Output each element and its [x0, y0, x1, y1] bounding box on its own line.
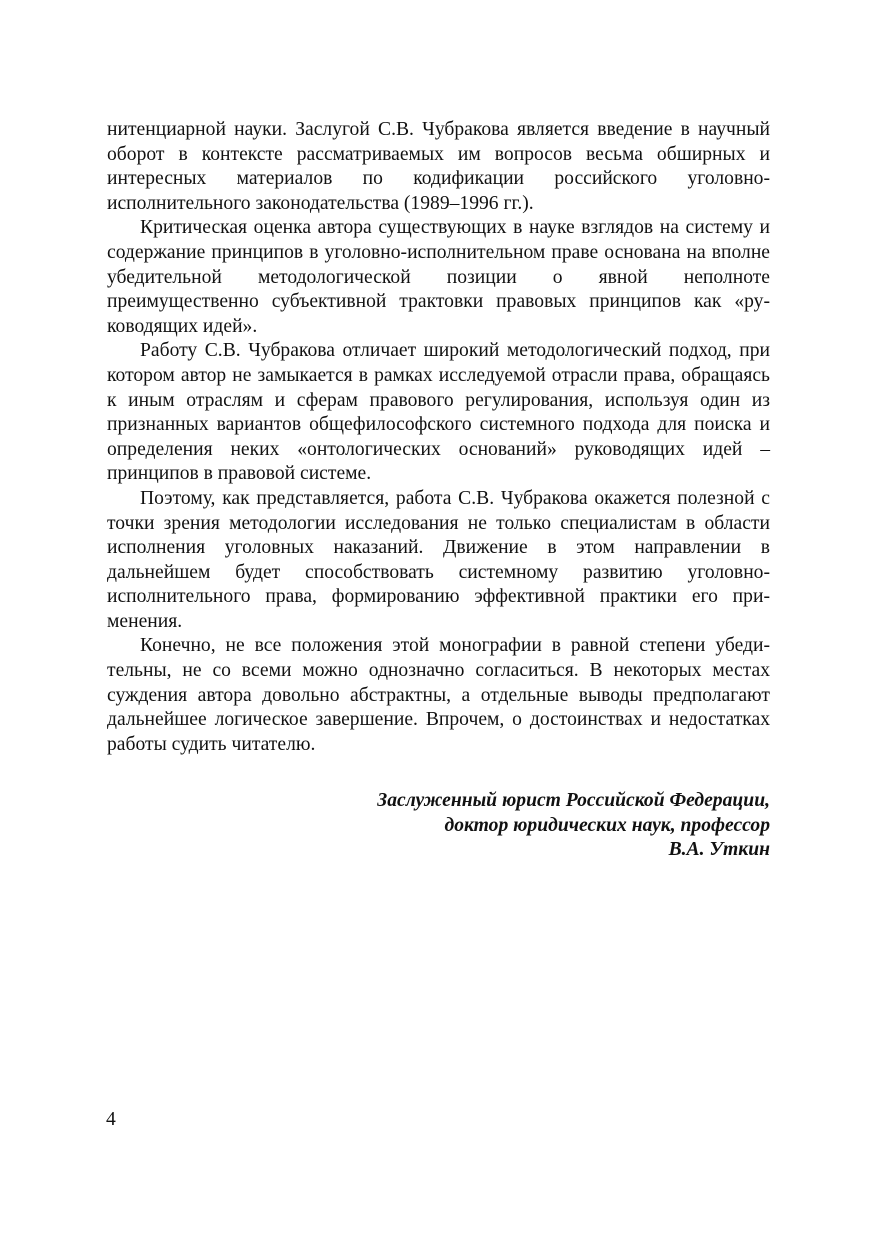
signature-title: Заслуженный юрист Российской Федерации,: [377, 790, 770, 811]
author-signature: [377, 789, 770, 863]
signature-degree: доктор юридических наук, профессор: [444, 814, 770, 836]
paragraph-methodological-approach: Работу С.В. Чубракова отличает широкий методологический подход, при котором автор не замыкается в рамках исследуемой отрасли права, обращаясь к иным отраслям и сферам правового регулирования, используя один из признанных вариантов общефилософского системного подхода для поиска и определения неких «онтологических оснований» руководящих идей – принципов в правовой системе.: [107, 340, 770, 485]
paragraph-usefulness: Поэтому, как представляется, работа С.В. Чубракова окажется полезной с точки зрения методологии исследования не только специалистам в области исполнения уголовных наказаний. Движение в этом направлении в дальнейшем будет способствовать системному развитию уголовно-исполнительного права, формированию эффективной практики его применения.: [107, 487, 770, 632]
paragraph-critical-assessment: Критическая оценка автора существующих в науке взглядов на систему и содержание принципов в уголовно-исполнительном праве основана на вполне убедительной методологической позиции о явной неполноте преимущественно субъективной трактовки правовых принципов как «руководящих идей».: [107, 217, 770, 337]
body-text: [107, 118, 770, 757]
paragraph-conclusion: Конечно, не все положения этой монографии в равной степени убедительны, не со всеми можно однозначно согласиться. В некоторых местах суждения автора довольно абстрактны, а отдельные выводы предполагают дальнейшее логическое завершение. Впрочем, о достоинствах и недостатках работы судить читателю.: [107, 635, 770, 755]
signature-name: В.А. Уткин: [668, 839, 770, 861]
page-number: 4: [106, 1109, 116, 1130]
paragraph-continuation: нитенциарной науки. Заслугой С.В. Чубракова является введение в научный оборот в контексте рассматриваемых им вопросов весьма обширных и интересных материалов по кодификации российского уголовно-исполнительного законодательства (1989–1996 гг.).: [107, 119, 770, 214]
